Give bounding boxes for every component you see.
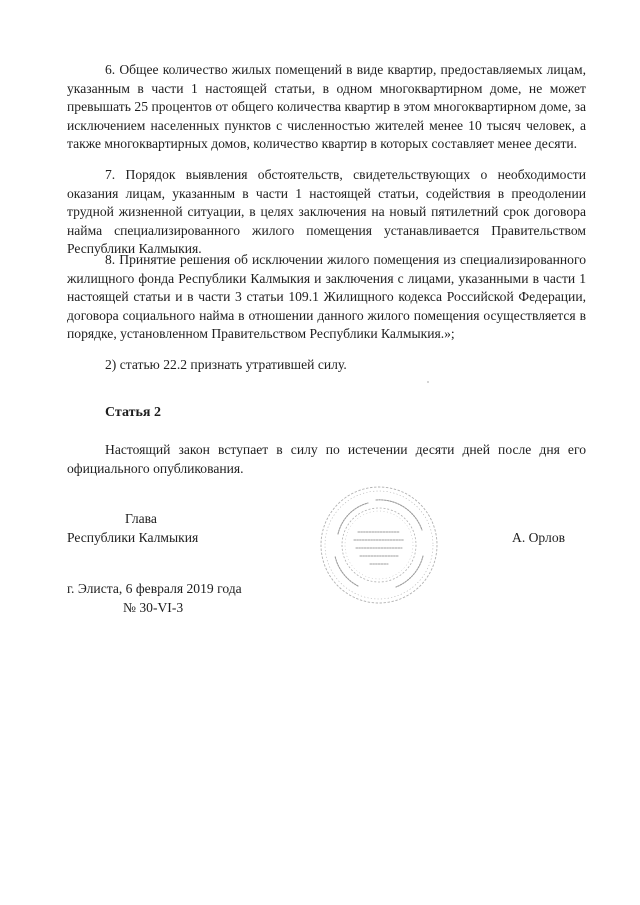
place-and-date-block bbox=[67, 580, 327, 617]
item-2: 2) статью 22.2 признать утратившей силу. bbox=[105, 357, 347, 372]
scan-speck bbox=[427, 381, 429, 383]
signatory-name: А. Орлов bbox=[512, 530, 566, 545]
place-date: г. Элиста, 6 февраля 2019 года bbox=[67, 581, 242, 596]
paragraph-8: 8. Принятие решения об исключении жилого помещения из специализированного жилищного фонда Республики Калмыкия и заключения с лицами, указанными в части 1 настоящей статьи и в части 3 статьи 109.1 Жилищного кодекса Российской Федерации, договора социального найма в отношении данного жилого помещения осуществляется в порядке, установленном Правительством Республики Калмыкия.»; bbox=[67, 252, 586, 342]
signatory-title bbox=[67, 510, 267, 547]
law-number: № 30-VI-3 bbox=[123, 599, 184, 615]
article-text: Настоящий закон вступает в силу по истечении десяти дней после дня его официального опубликования. bbox=[67, 442, 586, 476]
article-heading: Статья 2 bbox=[105, 405, 161, 420]
signatory-title-line-1: Глава bbox=[125, 511, 157, 526]
paragraph-6: 6. Общее количество жилых помещений в виде квартир, предоставляемых лицам, указанным в части 1 настоящей статьи, в одном многоквартирном доме, не может превышать 25 процентов от общего количества квартир в этом многоквартирном доме, за исключением населенных пунктов с численностью жителей менее 10 тысяч человек, а также многоквартирных домов, количество квартир в которых составляет менее десяти. bbox=[67, 62, 586, 152]
signatory-title-line-2: Республики Калмыкия bbox=[67, 529, 199, 545]
official-seal-stamp bbox=[318, 484, 440, 606]
paragraph-7: 7. Порядок выявления обстоятельств, свидетельствующих о необходимости оказания лицам, указанным в части 1 настоящей статьи, содействия в преодолении трудной жизненной ситуации, в целях заключения на новый пятилетний срок договора найма специализированного жилого помещения устанавливается Правительством Республики Калмыкия. bbox=[67, 167, 586, 257]
